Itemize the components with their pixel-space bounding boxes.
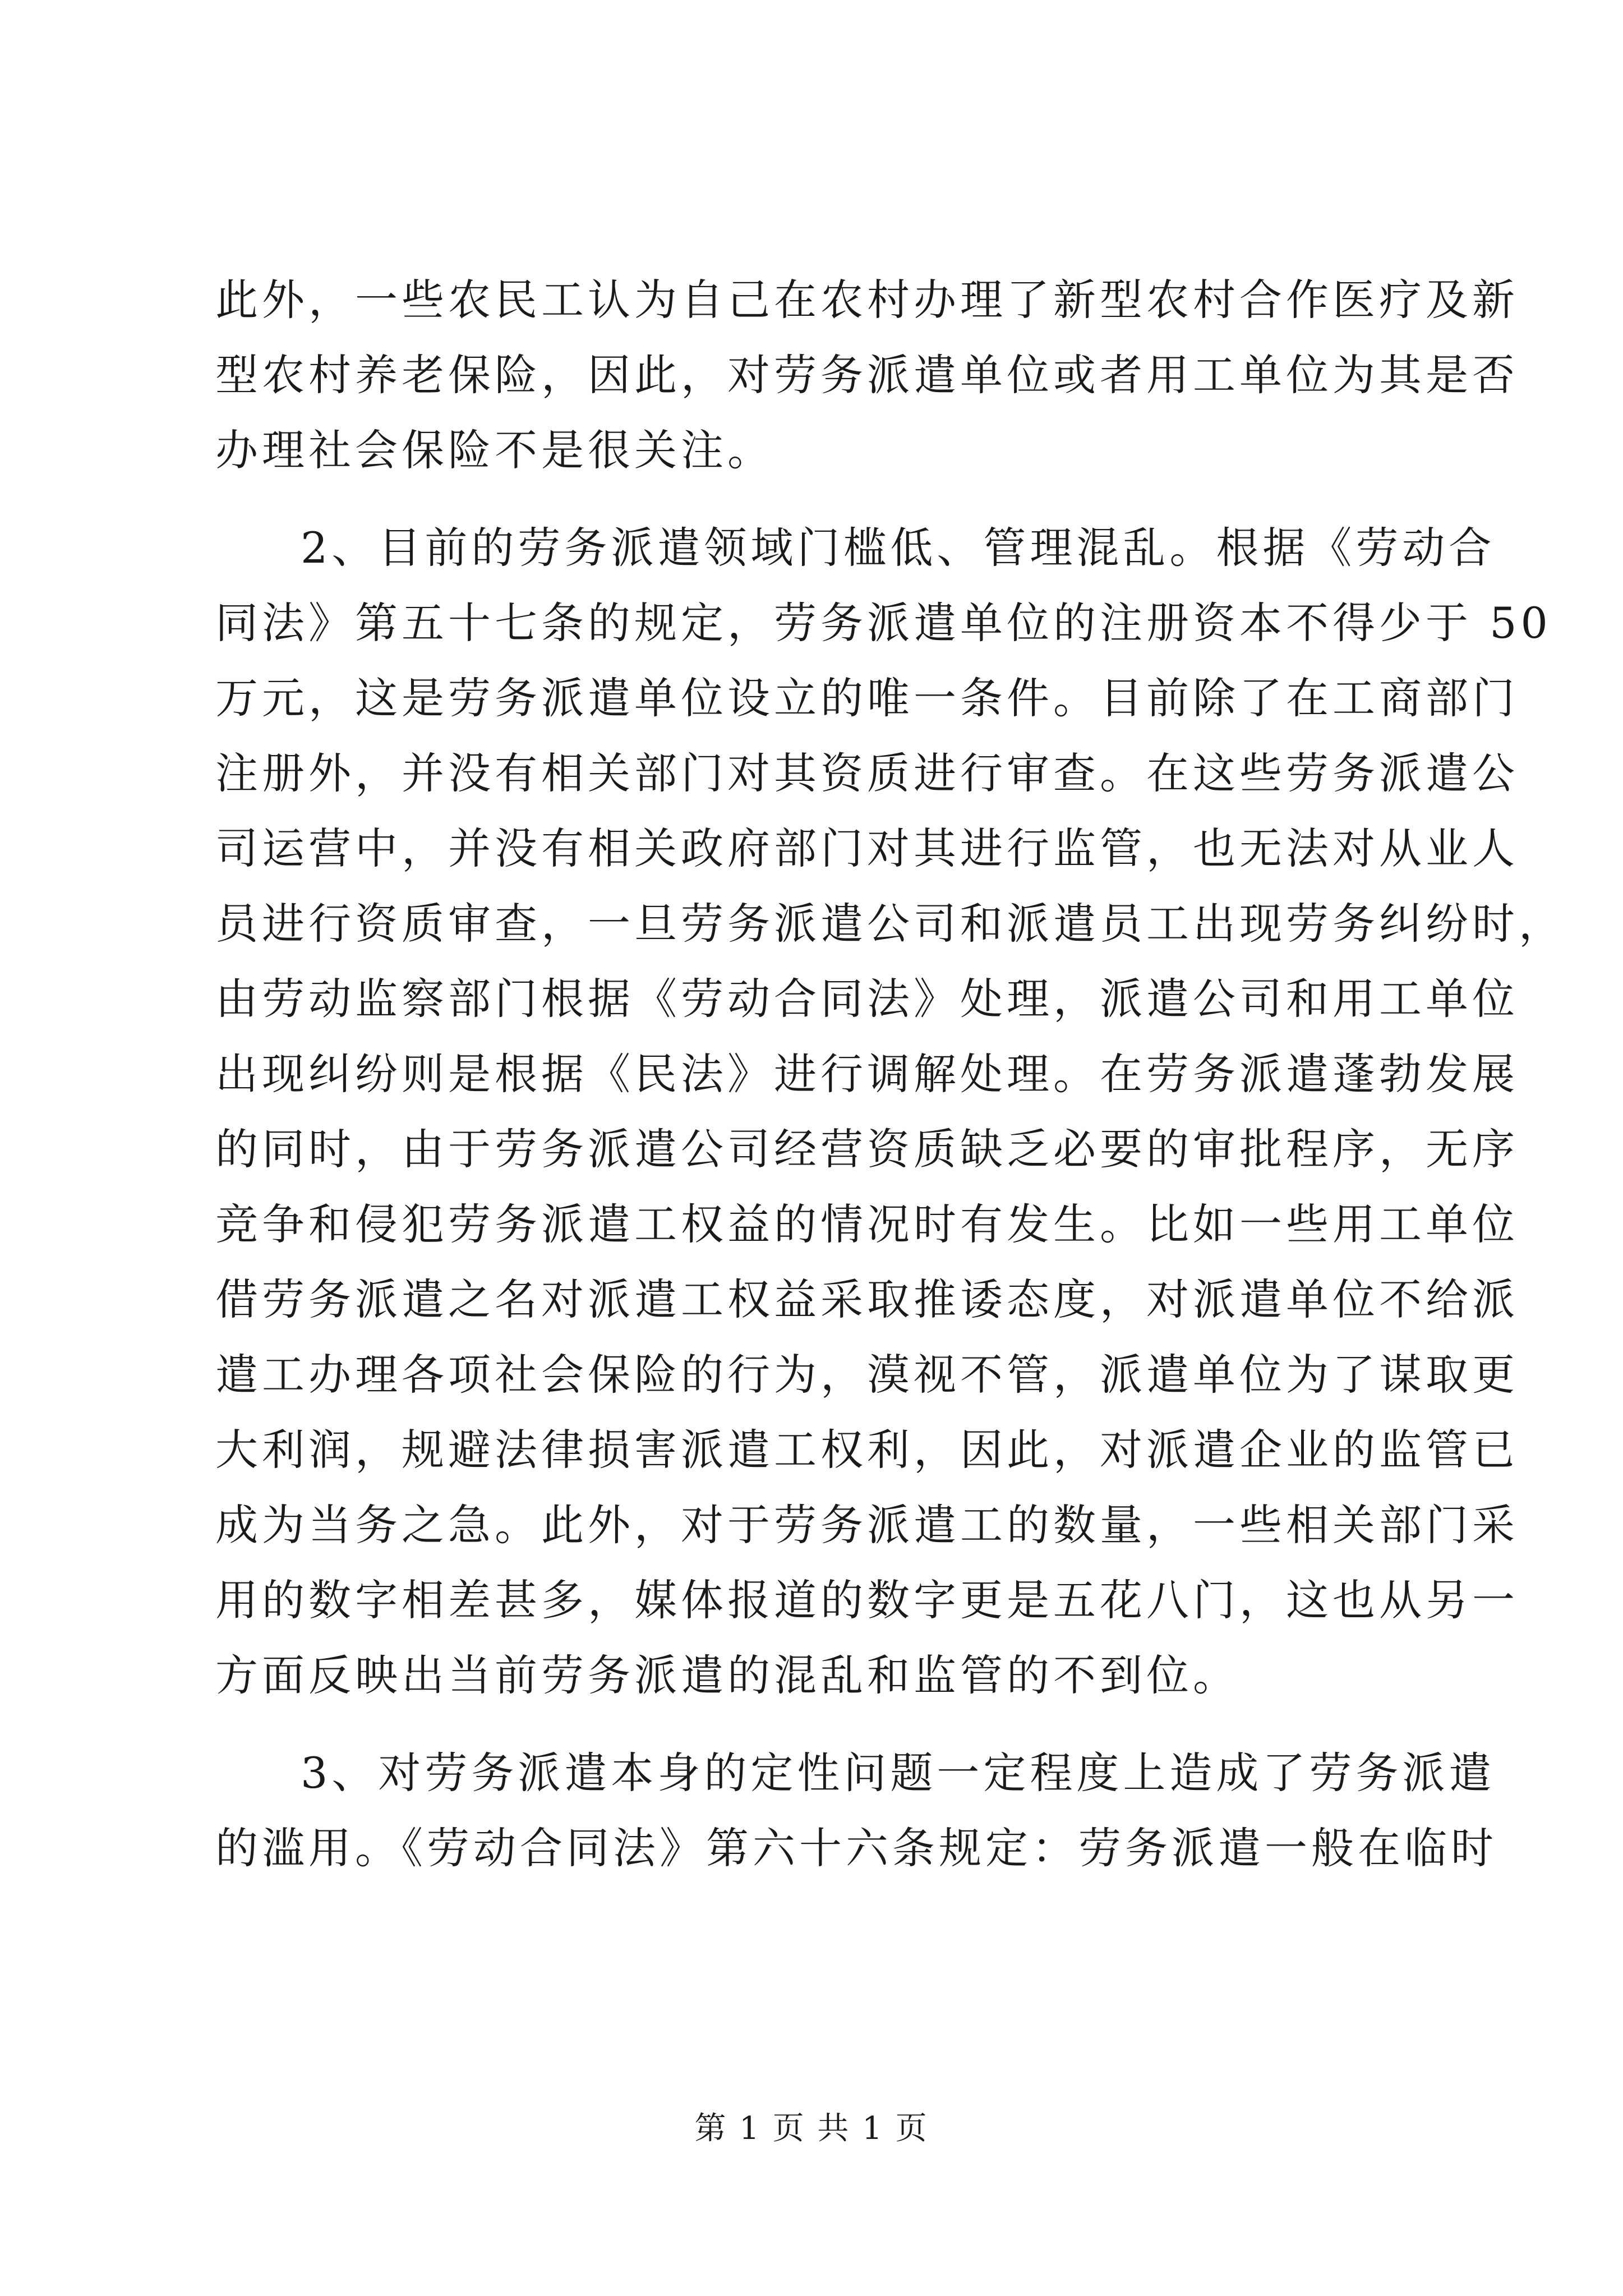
text-line: 出现纠纷则是根据《民法》进行调解处理。在劳务派遣蓬勃发展 <box>215 1049 1519 1099</box>
text-line: 的滥用。《劳动合同法》第六十六条规定：劳务派遣一般在临时 <box>215 1823 1497 1873</box>
paragraph-spacer <box>215 488 1421 510</box>
text-line: 由劳动监察部门根据《劳动合同法》处理，派遣公司和用工单位 <box>215 974 1519 1024</box>
paragraph-2 <box>215 510 1565 1713</box>
text-line: 成为当务之急。此外，对于劳务派遣工的数量，一些相关部门采 <box>215 1500 1519 1550</box>
text-line: 办理社会保险不是很关注。 <box>215 425 774 475</box>
text-line: 注册外，并没有相关部门对其资质进行审查。在这些劳务派遣公 <box>215 748 1519 798</box>
text-line: 员进行资质审查，一旦劳务派遣公司和派遣员工出现劳务纠纷时， <box>215 899 1565 949</box>
text-line: 万元，这是劳务派遣单位设立的唯一条件。目前除了在工商部门 <box>215 673 1519 723</box>
text-line: 大利润，规避法律损害派遣工权利，因此，对派遣企业的监管已 <box>215 1425 1519 1475</box>
text-line: 竞争和侵犯劳务派遣工权益的情况时有发生。比如一些用工单位 <box>215 1199 1519 1249</box>
text-line: 此外，一些农民工认为自己在农村办理了新型农村合作医疗及新 <box>215 275 1519 325</box>
document-body <box>215 263 1565 1886</box>
text-line: 借劳务派遣之名对派遣工权益采取推诿态度，对派遣单位不给派 <box>215 1274 1519 1324</box>
text-line: 方面反映出当前劳务派遣的混乱和监管的不到位。 <box>215 1650 1239 1700</box>
paragraph-3 <box>215 1736 1497 1886</box>
text-line: 2、目前的劳务派遣领域门槛低、管理混乱。根据《劳动合 <box>301 523 1496 573</box>
paragraph-spacer <box>215 1713 1421 1736</box>
text-line: 司运营中，并没有相关政府部门对其进行监管，也无法对从业人 <box>215 823 1519 873</box>
text-line: 用的数字相差甚多，媒体报道的数字更是五花八门，这也从另一 <box>215 1575 1519 1625</box>
page-footer: 第 1 页 共 1 页 <box>694 2110 929 2147</box>
text-line: 3、对劳务派遣本身的定性问题一定程度上造成了劳务派遣 <box>301 1748 1496 1798</box>
text-line: 型农村养老保险，因此，对劳务派遣单位或者用工单位为其是否 <box>215 350 1519 400</box>
text-line: 的同时，由于劳务派遣公司经营资质缺乏必要的审批程序，无序 <box>215 1124 1519 1174</box>
text-line: 遣工办理各项社会保险的行为，漠视不管，派遣单位为了谋取更 <box>215 1350 1519 1400</box>
paragraph-1 <box>215 263 1519 488</box>
text-line: 同法》第五十七条的规定，劳务派遣单位的注册资本不得少于 50 <box>215 598 1552 648</box>
